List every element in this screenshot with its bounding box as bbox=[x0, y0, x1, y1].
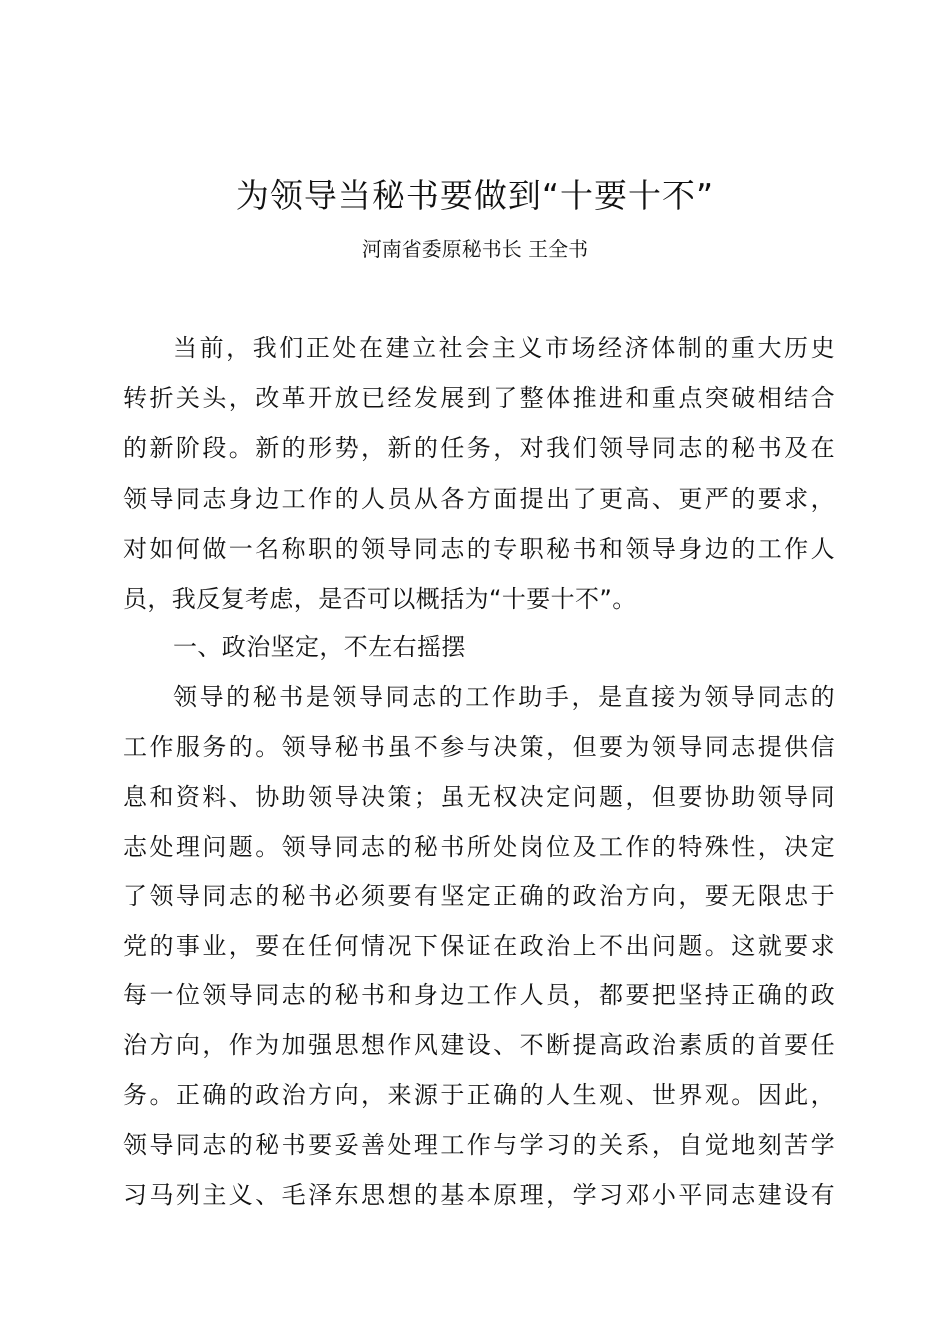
paragraph-line: 每一位领导同志的秘书和身边工作人员，都要把坚持正确的政 bbox=[123, 981, 835, 1009]
paragraph-line: 志处理问题。领导同志的秘书所处岗位及工作的特殊性，决定 bbox=[123, 833, 835, 861]
paragraph-line: 治方向，作为加强思想作风建设、不断提高政治素质的首要任 bbox=[123, 1031, 835, 1059]
paragraph-line: 员，我反复考虑，是否可以概括为“十要十不”。 bbox=[123, 585, 637, 613]
paragraph-line: 务。正确的政治方向，来源于正确的人生观、世界观。因此， bbox=[123, 1081, 835, 1109]
paragraph-line: 领导的秘书是领导同志的工作助手，是直接为领导同志的 bbox=[173, 683, 835, 711]
paragraph-line: 领导同志的秘书要妥善处理工作与学习的关系，自觉地刻苦学 bbox=[123, 1131, 835, 1159]
author-byline: 河南省委原秘书长 王全书 bbox=[361, 237, 589, 261]
paragraph-line: 工作服务的。领导秘书虽不参与决策，但要为领导同志提供信 bbox=[123, 733, 835, 761]
paragraph-line: 对如何做一名称职的领导同志的专职秘书和领导身边的工作人 bbox=[123, 535, 835, 563]
paragraph-line: 当前，我们正处在建立社会主义市场经济体制的重大历史 bbox=[173, 334, 835, 362]
paragraph-line: 党的事业，要在任何情况下保证在政治上不出问题。这就要求 bbox=[123, 932, 835, 960]
paragraph-line: 了领导同志的秘书必须要有坚定正确的政治方向，要无限忠于 bbox=[123, 882, 835, 910]
document-title: 为领导当秘书要做到“十要十不” bbox=[235, 176, 715, 215]
section-heading: 一、政治坚定，不左右摇摆 bbox=[173, 633, 466, 661]
paragraph-line: 的新阶段。新的形势，新的任务，对我们领导同志的秘书及在 bbox=[123, 434, 835, 462]
paragraph-line: 领导同志身边工作的人员从各方面提出了更高、更严的要求， bbox=[123, 485, 835, 513]
paragraph-line: 习马列主义、毛泽东思想的基本原理，学习邓小平同志建设有 bbox=[123, 1181, 835, 1209]
paragraph-line: 转折关头，改革开放已经发展到了整体推进和重点突破相结合 bbox=[123, 384, 835, 412]
paragraph-line: 息和资料、协助领导决策；虽无权决定问题，但要协助领导同 bbox=[123, 783, 835, 811]
